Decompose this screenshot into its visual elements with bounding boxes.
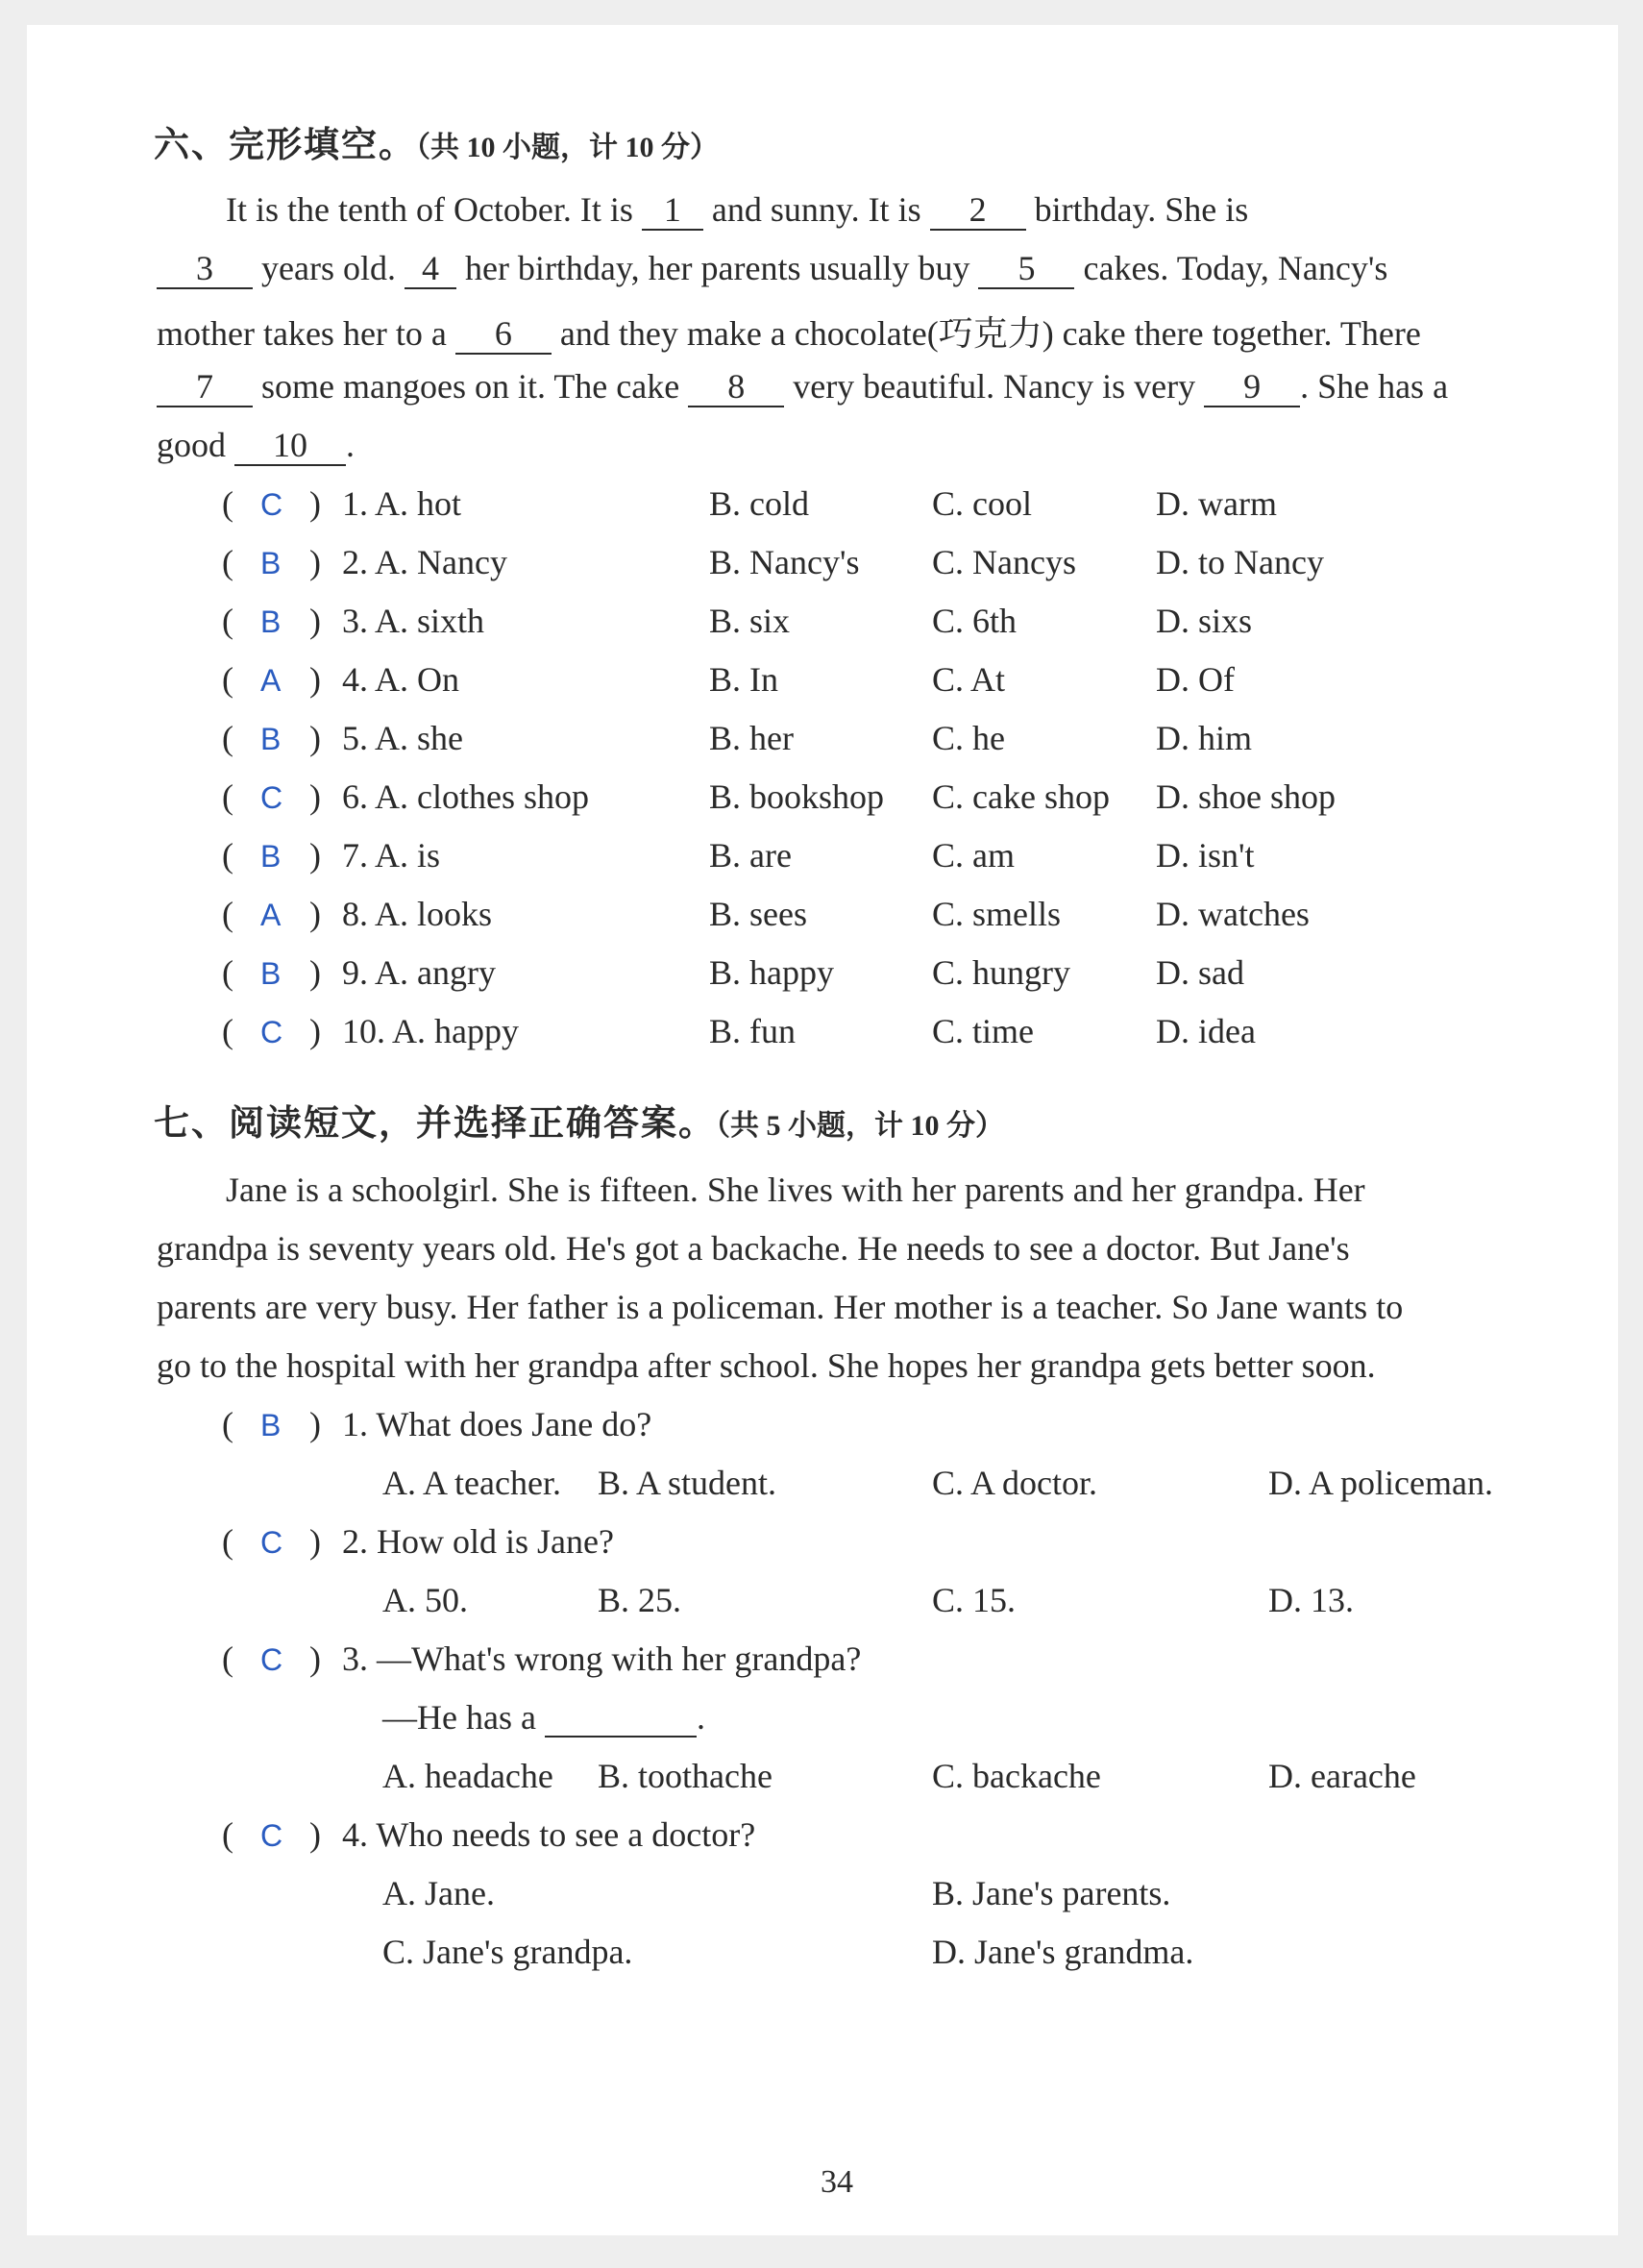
cloze-text: It is the tenth of October. It is [226, 190, 642, 229]
paren-close: ) [309, 602, 321, 640]
option-d: D. sad [1156, 953, 1244, 992]
reading-question-1: ( [222, 1405, 233, 1443]
paren-open: ( [222, 543, 233, 581]
option-a: A. Jane. [382, 1874, 495, 1912]
question-text: 3. —What's wrong with her grandpa? [342, 1639, 862, 1678]
paren-close: ) [309, 484, 321, 523]
option-d: D. Jane's grandma. [932, 1933, 1194, 1971]
answer-mark: C [260, 1015, 283, 1049]
blank-4: 4 [405, 251, 456, 289]
answer-mark: B [260, 956, 282, 991]
option-c: C. cake shop [932, 777, 1110, 816]
option-d: D. 13. [1268, 1581, 1354, 1619]
section6-heading [154, 115, 719, 167]
option-a: 7. A. is [342, 836, 441, 875]
paren-close: ) [309, 660, 321, 699]
cloze-text: some mangoes on it. The cake [253, 367, 689, 406]
option-a: 5. A. she [342, 719, 463, 757]
option-a: A. A teacher. [382, 1464, 561, 1502]
option-c: C. hungry [932, 953, 1070, 992]
paren-open: ( [222, 777, 233, 816]
option-c: C. backache [932, 1757, 1101, 1795]
option-b: B. toothache [598, 1757, 772, 1795]
option-b: B. bookshop [709, 777, 885, 816]
blank-2: 2 [930, 192, 1026, 231]
option-a: 6. A. clothes shop [342, 777, 589, 816]
cloze-text: . She has a [1300, 367, 1449, 406]
paren-close: ) [309, 777, 321, 816]
section6-score: （共 10 小题，计 10 分） [416, 132, 719, 163]
option-d: D. idea [1156, 1012, 1256, 1050]
answer-mark: B [260, 839, 282, 874]
question-text: 4. Who needs to see a doctor? [342, 1815, 756, 1854]
option-d: D. A policeman. [1268, 1464, 1493, 1502]
option-d: D. to Nancy [1156, 543, 1324, 581]
paren-close: ) [309, 543, 321, 581]
answer-mark: C [260, 487, 283, 522]
reading-question-4: ( [222, 1815, 233, 1854]
option-b: B. Jane's parents. [932, 1874, 1171, 1912]
cloze-text: her birthday, her parents usually buy [455, 249, 979, 287]
question-text: . [696, 1698, 705, 1737]
option-d: D. watches [1156, 895, 1310, 933]
paren-open: ( [222, 836, 233, 875]
answer-mark: B [260, 604, 282, 639]
reading-line-1: Jane is a schoolgirl. She is fifteen. She lives with her parents and her grandpa. Her [226, 1171, 1365, 1209]
option-d: D. Of [1156, 660, 1235, 699]
option-d: D. sixs [1156, 602, 1253, 640]
option-b: B. 25. [598, 1581, 682, 1619]
answer-mark: B [260, 1408, 282, 1442]
option-b: B. sees [709, 895, 807, 933]
option-b: B. In [709, 660, 778, 699]
paren-close: ) [309, 1639, 321, 1678]
option-c: C. cool [932, 484, 1032, 523]
blank-10: 10 [234, 428, 346, 466]
blank-6: 6 [455, 316, 552, 355]
cloze-text: very beautiful. Nancy is very [784, 367, 1205, 406]
answer-mark: C [260, 1642, 283, 1677]
blank-3: 3 [157, 251, 253, 289]
paren-close: ) [309, 1522, 321, 1561]
option-d: D. isn't [1156, 836, 1255, 875]
paren-open: ( [222, 1012, 233, 1050]
question-text: 2. How old is Jane? [342, 1522, 614, 1561]
paren-open: ( [222, 484, 233, 523]
option-c: C. he [932, 719, 1005, 757]
section7-heading [154, 1094, 1004, 1146]
cloze-text: and sunny. It is [702, 190, 930, 229]
cloze-line-5 [157, 425, 355, 466]
option-b: B. cold [709, 484, 809, 523]
page-number: 34 [821, 2164, 853, 2200]
cloze-line-3 [157, 307, 1421, 356]
paren-close: ) [309, 895, 321, 933]
paren-close: ) [309, 953, 321, 992]
paren-close: ) [309, 1815, 321, 1854]
cloze-text: birthday. She is [1025, 190, 1249, 229]
answer-mark: A [260, 898, 282, 932]
option-b: B. her [709, 719, 794, 757]
question-text: —He has a [382, 1698, 545, 1737]
option-a: 8. A. looks [342, 895, 493, 933]
answer-blank [545, 1701, 697, 1738]
answer-mark: C [260, 1525, 283, 1560]
option-b: B. A student. [598, 1464, 777, 1502]
answer-mark: B [260, 546, 282, 580]
cloze-text: and they make a chocolate(巧克力) cake there together. There [551, 314, 1421, 353]
paren-open: ( [222, 602, 233, 640]
option-d: D. him [1156, 719, 1253, 757]
paren-open: ( [222, 953, 233, 992]
reading-line-2: grandpa is seventy years old. He's got a backache. He needs to see a doctor. But Jane's [157, 1229, 1350, 1268]
option-c: C. Nancys [932, 543, 1076, 581]
section7-title: 七、阅读短文，并选择正确答案。 [154, 1104, 716, 1144]
answer-mark: B [260, 722, 282, 756]
cloze-text: years old. [253, 249, 405, 287]
option-a: 4. A. On [342, 660, 460, 699]
option-a: A. 50. [382, 1581, 468, 1619]
option-d: D. warm [1156, 484, 1277, 523]
paren-close: ) [309, 1405, 321, 1443]
option-a: 9. A. angry [342, 953, 496, 992]
option-c: C. am [932, 836, 1015, 875]
section6-title: 六、完形填空。 [154, 126, 416, 165]
answer-mark: A [260, 663, 282, 698]
option-d: D. shoe shop [1156, 777, 1336, 816]
cloze-line-1 [226, 189, 1248, 231]
option-c: C. time [932, 1012, 1034, 1050]
section7-score: （共 5 小题，计 10 分） [716, 1110, 1004, 1142]
blank-9: 9 [1204, 369, 1300, 407]
option-b: B. Nancy's [709, 543, 860, 581]
worksheet-page [27, 25, 1618, 2235]
cloze-text: mother takes her to a [157, 314, 455, 353]
paren-open: ( [222, 660, 233, 699]
option-c: C. smells [932, 895, 1062, 933]
option-a: 2. A. Nancy [342, 543, 507, 581]
option-d: D. earache [1268, 1757, 1416, 1795]
reading-line-3: parents are very busy. Her father is a policeman. Her mother is a teacher. So Jane wants to [157, 1288, 1404, 1326]
question-text: 1. What does Jane do? [342, 1405, 652, 1443]
option-b: B. happy [709, 953, 834, 992]
blank-7: 7 [157, 369, 253, 407]
paren-open: ( [222, 719, 233, 757]
blank-8: 8 [688, 369, 784, 407]
cloze-text: cakes. Today, Nancy's [1074, 249, 1388, 287]
option-c: C. 6th [932, 602, 1018, 640]
question-line-2 [382, 1697, 705, 1738]
option-a: 1. A. hot [342, 484, 462, 523]
cloze-text: good [157, 426, 234, 464]
answer-mark: C [260, 780, 283, 815]
option-c: C. At [932, 660, 1006, 699]
option-c: C. Jane's grandpa. [382, 1933, 633, 1971]
reading-question-3: ( [222, 1639, 233, 1678]
option-c: C. A doctor. [932, 1464, 1098, 1502]
option-a: A. headache [382, 1757, 553, 1795]
option-a: 10. A. happy [342, 1012, 519, 1050]
option-b: B. six [709, 602, 791, 640]
cloze-text: . [346, 426, 355, 464]
paren-open: ( [222, 895, 233, 933]
paren-close: ) [309, 836, 321, 875]
cloze-line-2 [157, 248, 1387, 289]
option-a: 3. A. sixth [342, 602, 485, 640]
blank-1: 1 [642, 192, 703, 231]
option-b: B. fun [709, 1012, 796, 1050]
option-b: B. are [709, 836, 792, 875]
blank-5: 5 [978, 251, 1074, 289]
paren-close: ) [309, 719, 321, 757]
reading-question-2: ( [222, 1522, 233, 1561]
cloze-line-4 [157, 366, 1448, 407]
reading-line-4: go to the hospital with her grandpa after school. She hopes her grandpa gets better soon. [157, 1346, 1376, 1385]
paren-close: ) [309, 1012, 321, 1050]
answer-mark: C [260, 1818, 283, 1853]
option-c: C. 15. [932, 1581, 1017, 1619]
